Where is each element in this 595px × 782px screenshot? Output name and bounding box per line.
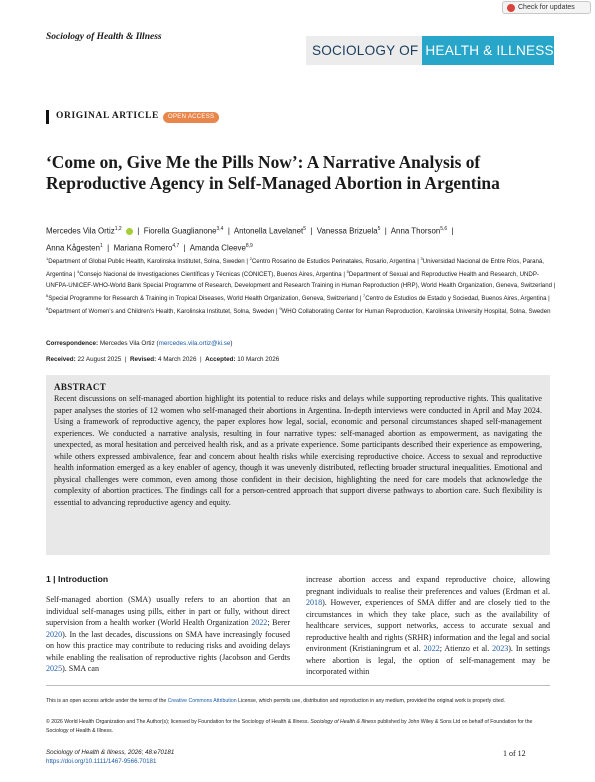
affiliation: Department of Global Public Health, Karolinska Institutet, Solna, Sweden | (48, 258, 250, 266)
author-name[interactable]: Anna Thorson (390, 226, 441, 236)
affil-sup: 7 (363, 292, 366, 298)
body-text: ). SMA can (62, 664, 99, 673)
license-link[interactable]: Creative Commons Attribution (167, 698, 237, 704)
affil-sup: 6 (46, 292, 49, 298)
author-sup: 5,6 (440, 226, 448, 232)
received-date: 22 August 2025 (77, 356, 122, 363)
affiliation: Centro Rosarino de Estudios Perinatales, Rosario, Argentina | (251, 258, 421, 266)
affil-sup: 5 (346, 269, 349, 275)
revised-label: Revised: (129, 356, 157, 363)
body-text: ). In the last decades, discussions on SMA have increasingly focused on how this practice may contribute to reducing risks and avoiding delays while enabling the realisation of reproductive rights (Jacobson and Gerdts (46, 629, 290, 662)
open-access-badge: OPEN ACCESS (163, 112, 219, 123)
copyright-text: © 2026 World Health Organization and The Author(s); licensed by Foundation for the Sociology of Health & Illness. (46, 719, 311, 725)
citation-link[interactable]: 2023 (492, 644, 509, 653)
check-for-updates-button[interactable] (502, 1, 591, 14)
author-name[interactable]: Antonella Lavelanet (233, 226, 304, 236)
article-type-bar (46, 110, 49, 124)
correspondence: Correspondence: Mercedes Vila Ortiz (mercedes.vila.ortiz@ki.se) (46, 340, 233, 347)
license-text: This is an open access article under the terms of the (46, 698, 168, 704)
accepted-date: 10 March 2026 (237, 356, 280, 363)
author-name[interactable]: Anna Kågesten (46, 243, 100, 253)
author-name[interactable]: Vanessa Brizuela (316, 226, 378, 236)
author-sup: 1 (99, 242, 103, 249)
citation-link[interactable]: 2022 (423, 644, 440, 653)
journal-banner (306, 36, 554, 65)
author-sup: 5 (377, 226, 381, 232)
body-text: ; Atienzo et al. (439, 644, 493, 653)
page-number: 1 of 12 (503, 749, 526, 758)
article-dates: Received: 22 August 2025 | Revised: 4 March 2026 | Accepted: 10 March 2026 (46, 356, 280, 363)
body-text: ; Berer (267, 618, 291, 627)
correspondence-email-link[interactable]: mercedes.vila.ortiz@ki.se (158, 340, 231, 347)
orcid-icon[interactable] (126, 228, 133, 235)
citation-link[interactable]: 2025 (46, 664, 63, 673)
correspondence-name: Mercedes Vila Ortiz (99, 340, 155, 347)
affiliation: Universidad Nacional de Entre Ríos, Paraná, Argentina | (46, 258, 544, 279)
body-column-left (46, 594, 290, 675)
affiliation: Department of Sexual and Reproductive Health and Research, UNDP-UNFPA-UNICEF-WHO-World Bank Special Programme of Research, Development and Research Training in Human Reproduction (HRP), World Health Organization, Geneva, Switzerland | (46, 271, 556, 289)
article-title: ‘Come on, Give Me the Pills Now’: A Narrative Analysis of Reproductive Agency in Self-Managed Abortion in Argentina (46, 152, 500, 193)
affil-sup: 2 (249, 256, 252, 261)
affiliations (46, 254, 556, 318)
affiliation: Consejo Nacional de Investigaciones Científicas y Técnicas (CONICET), Buenos Aires, Argentina | (79, 271, 347, 279)
section-heading-introduction: 1 | Introduction (46, 574, 109, 584)
doi-link[interactable]: https://doi.org/10.1111/1467-9566.70181 (46, 758, 157, 765)
affiliation: Centro de Estudios de Estado y Sociedad, Buenos Aires, Argentina | (365, 294, 550, 302)
author-name[interactable]: Mercedes Vila Ortiz (46, 226, 115, 236)
author-name[interactable]: Mariana Romero (113, 243, 173, 253)
revised-date: 4 March 2026 (157, 356, 197, 363)
affil-sup: 4 (77, 269, 80, 275)
citation-link[interactable]: 2018 (306, 598, 323, 607)
affil-sup: 9 (279, 306, 282, 312)
affil-sup: 3 (420, 256, 423, 261)
license-note (46, 697, 550, 706)
affil-sup: 1 (46, 256, 49, 261)
body-column-right (306, 574, 550, 678)
body-text: ). In settings where abortion is legal, the option of self-management may be incorporated within (306, 644, 550, 676)
author-sup: 4,7 (172, 242, 180, 249)
banner-left: SOCIOLOGY OF (306, 36, 422, 65)
check-updates-icon (507, 4, 515, 12)
affil-sup: 8 (46, 306, 49, 312)
citation-link[interactable]: 2020 (46, 629, 63, 639)
abstract-box (46, 375, 550, 555)
author-list: Mercedes Vila Ortiz$^{1,2}$ | Fiorella Guaglianone$^{3,4}$ | Antonella Lavelanet$^5$ | Vanessa Brizuela$^5$ | Anna Thorson$^{5,6}$ | Anna Kågesten$^1$ | Mariana Romero$^{4,7}$ | Amanda Cleeve$^{8,9}$ (46, 226, 454, 253)
author-sup: 3,4 (216, 226, 224, 232)
correspondence-label: Correspondence: (46, 340, 99, 347)
author-sup: 5 (303, 226, 306, 232)
author-sup: 8,9 (245, 242, 253, 249)
citation-link[interactable]: 2022 (251, 618, 268, 627)
page-footer (46, 748, 174, 766)
abstract-text: Recent discussions on self-managed abortion highlight its potential to reduce risks and delays while supporting reproductive rights. This qualitative paper analyses the stories of 12 women who self-managed their abortions in Argentina. In-depth interviews were conducted in April and May 2024. Using a framework of reproductive agency, the paper explores how legal, social, economic and personal circumstances shaped self-management experiences. We conducted a narrative analysis, resulting in four narrative types: self-managed abortion as empowerment, as navigating the unexpected, as moral hesitation and perceived health risk, and as a private experience. Some participants described their experience as empowering, while others expressed ambivalence, fear and concern about health risks while exercising reproductive choice. Access to sexual and reproductive health information emerged as a key enabler of agency, though it was unevenly distributed, reflecting broader structural inequalities. Emotional and physical challenges were common, even among those confident in their decision, highlighting the need for care models that acknowledge the complexity of abortion practices. The findings call for a person-centred approach that support diverse pathways to abortion care. Such flexibility is essential to advancing reproductive agency and equity. (54, 394, 542, 507)
author-name[interactable]: Amanda Cleeve (189, 243, 246, 253)
author-sup: 1,2 (114, 226, 122, 232)
footer-citation: Sociology of Health & Illness, 2026; 48:e70181 (46, 749, 175, 756)
body-text: ). However, experiences of SMA differ and are closely tied to the circumstances in which they take place, such as the availability of healthcare services, support networks, access to accurate sexual and reproductive health and rights (SRHR) information and the legal and social environment (Kristianingrum et al. (306, 598, 550, 653)
copyright-note (46, 718, 550, 735)
received-label: Received: (46, 356, 76, 363)
copyright-text: published by John Wiley & Sons Ltd on behalf of Foundation for the Sociology of Health & Illness. (46, 719, 533, 734)
banner-right: HEALTH & ILLNESS (422, 36, 553, 65)
journal-name: Sociology of Health & Illness (46, 32, 162, 42)
check-updates-label: Check for updates (518, 4, 575, 11)
author-name[interactable]: Fiorella Guaglianone (143, 226, 217, 236)
article-type-label: ORIGINAL ARTICLE (56, 111, 159, 121)
affiliation: WHO Collaborating Center for Human Reproduction, Karolinska University Hospital, Solna, Sweden (281, 308, 551, 316)
abstract-heading: ABSTRACT (54, 382, 107, 392)
affiliation: Special Programme for Research & Training in Tropical Diseases, World Health Organization, Geneva, Switzerland | (48, 294, 363, 302)
copyright-journal: Sociology of Health & Illness (310, 719, 377, 725)
footnote-divider (46, 685, 550, 686)
license-text: License, which permits use, distribution and reproduction in any medium, provided the original work is properly cited. (236, 698, 506, 704)
accepted-label: Accepted: (205, 356, 236, 363)
affiliation: Department of Women's and Children's Health, Karolinska Institutet, Solna, Sweden | (48, 308, 280, 316)
body-text: Self-managed abortion (SMA) usually refers to an abortion that an individual self-manages using pills, either in part or fully, without direct supervision from a health worker (World Health Organization (46, 595, 290, 627)
body-text: increase abortion access and expand reproductive choice, allowing pregnant individuals to realise their preferences and values (Erdman et al. (306, 575, 550, 596)
